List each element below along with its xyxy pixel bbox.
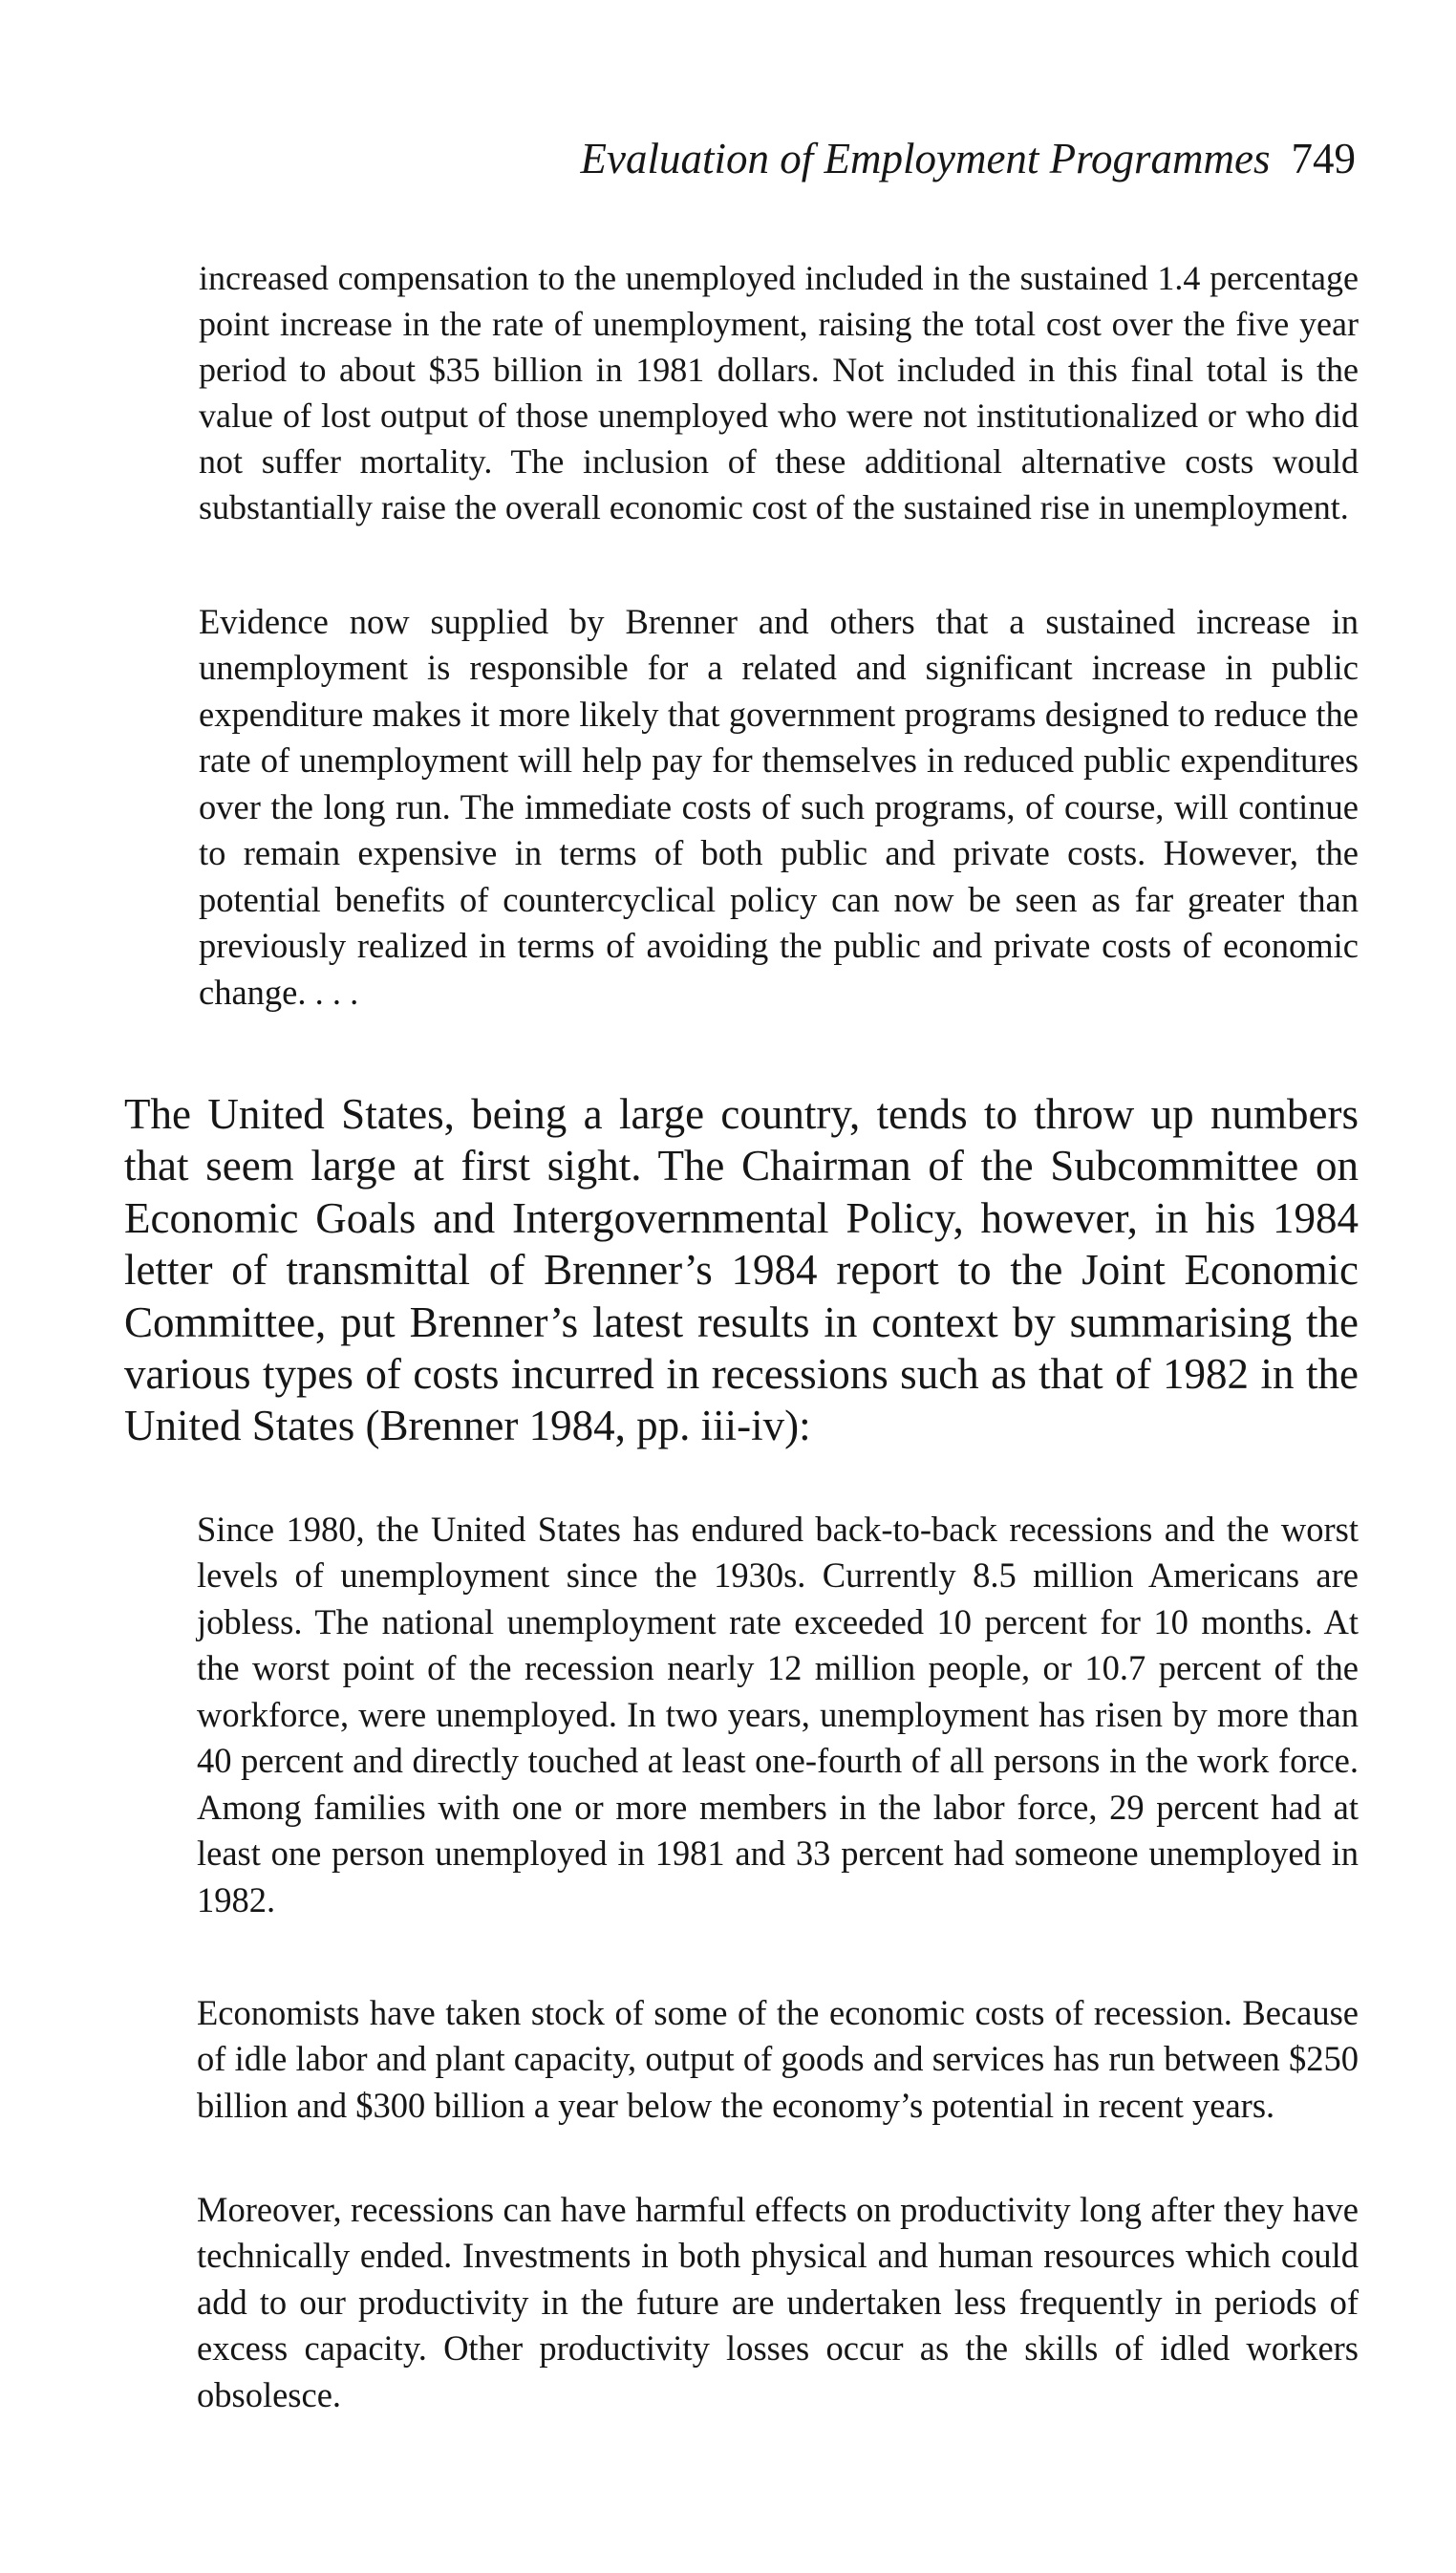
running-title: Evaluation of Employment Programmes xyxy=(580,135,1271,182)
quoted-paragraph: Evidence now supplied by Brenner and others that a sustained increase in unemployment is responsible for a related and significant increase in public expenditure makes it more likely that government programs designed to reduce the rate of unemployment will help pay for themselves in reduced public expenditures over the long run. The immediate costs of such programs, of course, will continue to remain expensive in terms of both public and private costs. However, the potential benefits of countercyclical policy can now be seen as far greater than previously realized in terms of avoiding the public and private costs of economic change. . . . xyxy=(199,601,1359,1012)
body-paragraph: The United States, being a large country, tends to throw up numbers that seem large at first sight. The Chairman of the Subcommittee on Economic Goals and Intergovernmental Policy, however, in his 1984 letter of transmittal of Brenner’s 1984 report to the Joint Economic Committee, put Brenner’s latest results in context by summarising the various types of costs incurred in recessions such as that of 1982 in the United States (Brenner 1984, pp. iii-iv): xyxy=(124,1090,1359,1450)
quoted-paragraph: increased compensation to the unemployed included in the sustained 1.4 percentage point increase in the rate of unemployment, raising the total cost over the five year period to about $35 billion in 1981 dollars. Not included in this final total is the value of lost output of those unemployed who were not institutionalized or who did not suffer mortality. The inclusion of these additional alternative costs would substantially raise the overall economic cost of the sustained rise in unemployment. xyxy=(199,259,1359,526)
page-number: 749 xyxy=(1291,135,1356,182)
running-head xyxy=(581,132,1356,185)
quoted-paragraph: Moreover, recessions can have harmful effects on productivity long after they have technically ended. Investments in both physical and human resources which could add to our productivity in the future are undertaken less frequently in periods of excess capacity. Other productivity losses occur as the skills of idled workers obsolesce. xyxy=(197,2189,1359,2414)
quoted-paragraph: Since 1980, the United States has endured back-to-back recessions and the worst levels of unemployment since the 1930s. Currently 8.5 million Americans are jobless. The national unemployment rate exceeded 10 percent for 10 months. At the worst point of the recession nearly 12 million people, or 10.7 percent of the workforce, were unemployed. In two years, unemployment has risen by more than 40 percent and directly touched at least one-fourth of all persons in the work force. Among families with one or more members in the labor force, 29 percent had at least one person unemployed in 1981 and 33 percent had someone unemployed in 1982. xyxy=(197,1509,1359,1919)
quoted-paragraph: Economists have taken stock of some of the economic costs of recession. Because of idle labor and plant capacity, output of goods and services has run between $250 billion and $300 billion a year below the economy’s potential in recent years. xyxy=(197,1992,1359,2125)
